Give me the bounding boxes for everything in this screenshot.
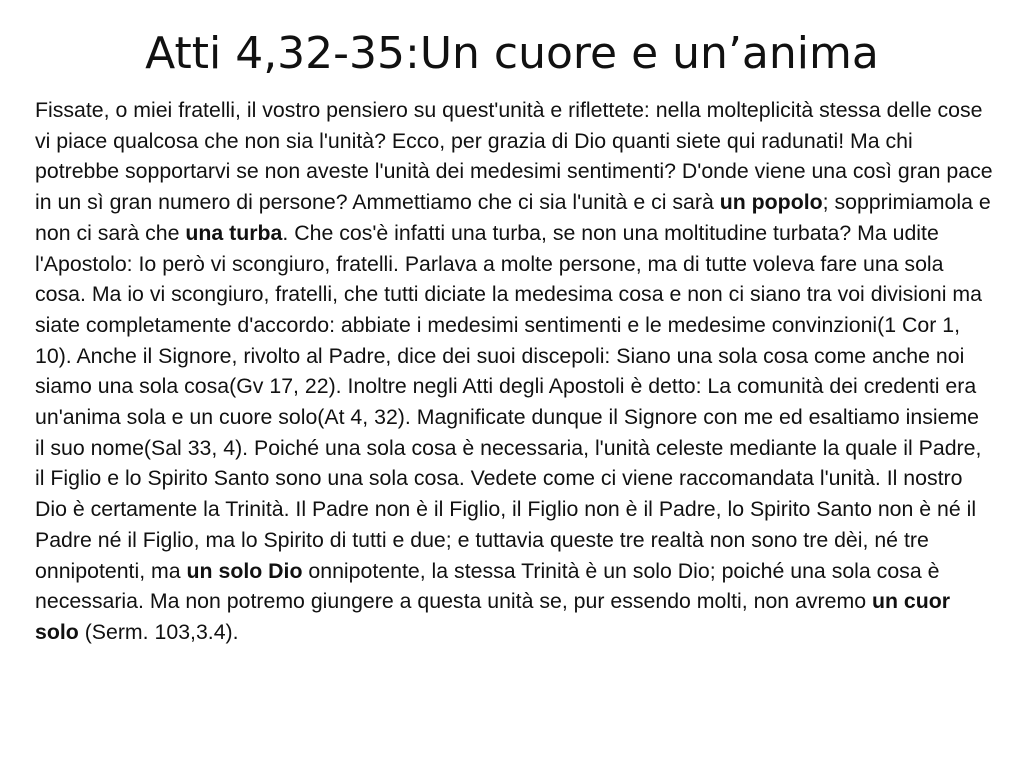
bold-phrase-una-turba: una turba [185, 220, 283, 245]
body-text-segment: Fissate, o miei fratelli, il vostro pensiero su quest'unità e riflettete: nella molteplicità stessa delle cose vi piace qualcosa che non sia l'unità? Ecco, per grazia di Dio quanti siete qui radunati! Ma chi potrebbe sopportarvi se non aveste l'unità dei medesimi sentimenti? D'onde viene una così gran pace in un sì gran numero di persone? Ammettiamo che ci sia l'unità e ci sarà [35, 98, 993, 215]
body-text-segment: onnipotente, la stessa Trinità è un solo Dio; poiché una sola cosa è necessaria. Ma non potremo giungere a questa unità se, pur essendo molti, non avremo [35, 558, 940, 614]
bold-phrase-un-cuor-solo: un cuor solo [35, 589, 951, 644]
bold-phrase-un-solo-dio: un solo Dio [186, 558, 303, 583]
bold-phrase-un-popolo: un popolo [719, 190, 823, 215]
body-text-segment: (Serm. 103,3.4). [78, 619, 239, 644]
slide-title: Atti 4,32-35:Un cuore e un’anima [145, 28, 879, 79]
body-text-segment: ; sopprimiamola e non ci sarà che [35, 190, 991, 245]
body-text-segment: . Che cos'è infatti una turba, se non una moltitudine turbata? Ma udite l'Apostolo: Io però vi scongiuro, fratelli. Parlava a molte persone, ma di tutte voleva fare una sola cosa. Ma io vi scongiuro, fratelli, che tutti diciate la medesima cosa e non ci siano tra voi divisioni ma siate completamente d'accordo: abbiate i medesimi sentimenti e le medesime convinzioni(1 Cor 1, 10). Anche il Signore, rivolto al Padre, dice dei suoi discepoli: Siano una sola cosa come anche noi siamo una sola cosa(Gv 17, 22). Inoltre negli Atti degli Apostoli è detto: La comunità dei credenti era un'anima sola e un cuore solo(At 4, 32). Magnificate dunque il Signore con me ed esaltiamo insieme il suo nome(Sal 33, 4). Poiché una sola cosa è necessaria, l'unità celeste mediante la quale il Padre, il Figlio e lo Spirito Santo sono una sola cosa. Vedete come ci viene raccomandata l'unità. Il nostro Dio è certamente la Trinità. Il Padre non è il Figlio, il Figlio non è il Padre, lo Spirito Santo non è né il Padre né il Figlio, ma lo Spirito di tutti e due; e tuttavia queste tre realtà non sono tre dèi, né tre onnipotenti, ma [35, 220, 982, 583]
slide-body-text [35, 95, 993, 648]
